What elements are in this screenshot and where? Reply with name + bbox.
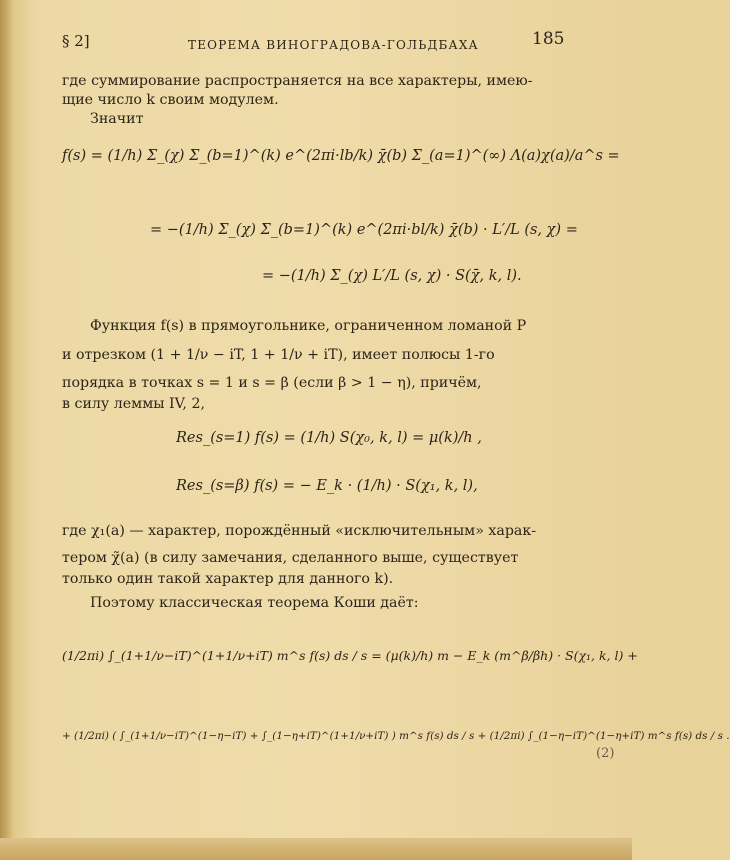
formula-line: = −(1/h) Σ_(χ) Σ_(b=1)^(k) e^(2πi·bl/k) χ̄(b) · L′/L (s, χ) =	[150, 222, 578, 238]
running-title: ТЕОРЕМА ВИНОГРАДОВА-ГОЛЬДБАХА	[188, 38, 479, 52]
page-bottom-edge	[0, 838, 632, 860]
paragraph-line: Поэтому классическая теорема Коши даёт:	[90, 595, 419, 611]
equation-number: (2)	[596, 746, 615, 761]
paragraph-line: только один такой характер для данного k).	[62, 571, 394, 587]
page-number: 185	[532, 29, 565, 49]
section-marker: § 2]	[62, 32, 90, 50]
paragraph-line: и отрезком (1 + 1/ν − iT, 1 + 1/ν + iT), имеет полюсы 1-го	[62, 347, 495, 363]
page-gutter-shadow	[0, 0, 14, 860]
paragraph-line: Значит	[90, 111, 144, 127]
paragraph-line: тером χ̃(a) (в силу замечания, сделанного выше, существует	[62, 550, 519, 566]
paragraph-line: щие число k своим модулем.	[62, 92, 279, 108]
cauchy-formula: (1/2πi) ∫_(1+1/ν−iT)^(1+1/ν+iT) m^s f(s) ds / s = (μ(k)/h) m − E_k (m^β/βh) · S(χ₁, k, l) +	[62, 648, 638, 663]
residue-formula: Res_(s=1) f(s) = (1/h) S(χ₀, k, l) = μ(k)/h ,	[176, 430, 482, 446]
formula-line: = −(1/h) Σ_(χ) L′/L (s, χ) · S(χ̄, k, l).	[262, 268, 522, 284]
paragraph-line: порядка в точках s = 1 и s = β (если β > 1 − η), причём,	[62, 375, 482, 391]
paragraph-line: в силу леммы IV, 2,	[62, 396, 205, 412]
paragraph-line: Функция f(s) в прямоугольнике, ограниченном ломаной P	[90, 318, 527, 334]
cauchy-formula: + (1/2πi) ( ∫_(1+1/ν−iT)^(1−η−iT) + ∫_(1−η+iT)^(1+1/ν+iT) ) m^s f(s) ds / s + (1/2πi) ∫_(1−η−iT)^(1−η+iT) m^s f(s) ds / s .	[62, 730, 730, 742]
residue-formula: Res_(s=β) f(s) = − E_k · (1/h) · S(χ₁, k, l),	[176, 478, 478, 494]
paragraph-line: где суммирование распространяется на все характеры, имею-	[62, 73, 533, 89]
paragraph-line: где χ₁(a) — характер, порождённый «исключительным» харак-	[62, 523, 537, 539]
formula-line: f(s) = (1/h) Σ_(χ) Σ_(b=1)^(k) e^(2πi·lb/k) χ̄(b) Σ_(a=1)^(∞) Λ(a)χ(a)/a^s =	[62, 148, 620, 164]
